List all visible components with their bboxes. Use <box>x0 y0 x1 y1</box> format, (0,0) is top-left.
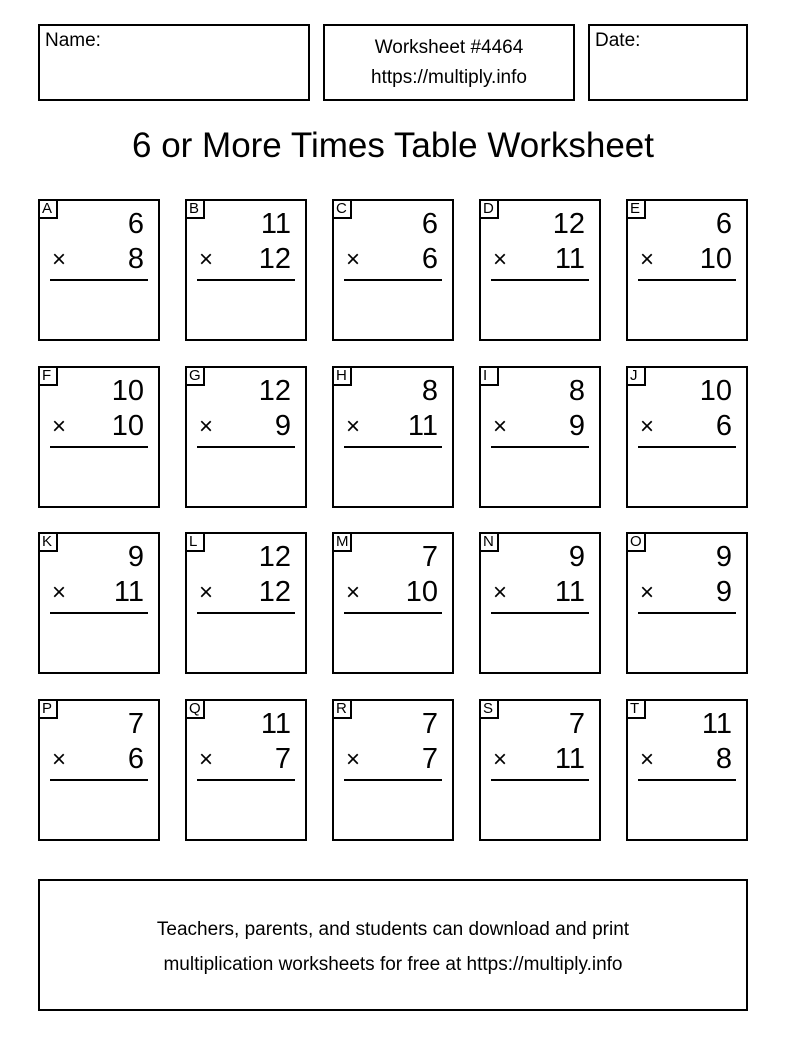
times-icon: × <box>640 246 655 273</box>
answer-line <box>197 612 295 614</box>
multiplicand: 9 <box>127 541 144 573</box>
multiplier: 11 <box>113 576 144 608</box>
problem-letter: O <box>626 532 646 552</box>
answer-line <box>638 446 736 448</box>
worksheet-number: Worksheet #4464 <box>374 37 524 58</box>
multiplier: 6 <box>421 243 438 275</box>
answer-line <box>491 279 589 281</box>
problem-letter: A <box>38 199 58 219</box>
problem-card[interactable] <box>479 699 601 841</box>
multiplier: 9 <box>715 576 732 608</box>
problem-card[interactable] <box>38 199 160 341</box>
answer-line <box>344 279 442 281</box>
answer-line <box>197 779 295 781</box>
answer-line <box>491 446 589 448</box>
footer-line-2: multiplication worksheets for free at https://multiply.info <box>163 954 623 975</box>
problem-card[interactable] <box>332 532 454 674</box>
multiplier: 9 <box>568 410 585 442</box>
multiplicand: 12 <box>258 375 291 407</box>
answer-line <box>491 779 589 781</box>
answer-line <box>344 612 442 614</box>
multiplier: 10 <box>405 576 438 608</box>
problem-letter: E <box>626 199 646 219</box>
multiplicand: 7 <box>421 541 438 573</box>
problem-card[interactable] <box>479 532 601 674</box>
multiplier: 12 <box>258 243 291 275</box>
problem-card[interactable] <box>479 366 601 508</box>
times-icon: × <box>199 246 214 273</box>
problem-card[interactable] <box>626 366 748 508</box>
times-icon: × <box>346 746 361 773</box>
problem-card[interactable] <box>185 366 307 508</box>
multiplier: 9 <box>274 410 291 442</box>
times-icon: × <box>199 746 214 773</box>
worksheet-url: https://multiply.info <box>371 67 527 88</box>
problem-letter: C <box>332 199 352 219</box>
multiplier: 10 <box>111 410 144 442</box>
multiplier: 6 <box>127 743 144 775</box>
multiplicand: 7 <box>421 708 438 740</box>
problem-letter: F <box>38 366 58 386</box>
problem-letter: R <box>332 699 352 719</box>
times-icon: × <box>52 579 67 606</box>
multiplicand: 12 <box>258 541 291 573</box>
problem-letter: P <box>38 699 58 719</box>
name-label: Name: <box>45 30 101 51</box>
problem-letter: K <box>38 532 58 552</box>
multiplier: 10 <box>699 243 732 275</box>
times-icon: × <box>346 246 361 273</box>
problem-letter: H <box>332 366 352 386</box>
answer-line <box>50 279 148 281</box>
times-icon: × <box>346 413 361 440</box>
answer-line <box>50 446 148 448</box>
multiplicand: 7 <box>127 708 144 740</box>
answer-line <box>638 279 736 281</box>
problem-card[interactable] <box>332 366 454 508</box>
answer-line <box>197 446 295 448</box>
times-icon: × <box>640 413 655 440</box>
multiplier: 11 <box>407 410 438 442</box>
multiplicand: 9 <box>568 541 585 573</box>
times-icon: × <box>199 413 214 440</box>
multiplicand: 6 <box>127 208 144 240</box>
times-icon: × <box>640 579 655 606</box>
multiplier: 7 <box>274 743 291 775</box>
footer-line-1: Teachers, parents, and students can download and print <box>156 919 630 940</box>
multiplicand: 10 <box>111 375 144 407</box>
problem-card[interactable] <box>38 366 160 508</box>
times-icon: × <box>493 246 508 273</box>
problem-card[interactable] <box>332 199 454 341</box>
multiplier: 11 <box>554 576 585 608</box>
problem-letter: Q <box>185 699 205 719</box>
multiplicand: 11 <box>260 208 291 240</box>
multiplier: 12 <box>258 576 291 608</box>
problem-letter: L <box>185 532 205 552</box>
problem-card[interactable] <box>479 199 601 341</box>
page-title: 6 or More Times Table Worksheet <box>132 126 654 165</box>
problem-card[interactable] <box>626 199 748 341</box>
multiplier: 7 <box>421 743 438 775</box>
problem-card[interactable] <box>38 699 160 841</box>
problem-letter: B <box>185 199 205 219</box>
multiplicand: 11 <box>701 708 732 740</box>
problem-card[interactable] <box>185 699 307 841</box>
answer-line <box>344 446 442 448</box>
problem-letter: M <box>332 532 352 552</box>
times-icon: × <box>493 746 508 773</box>
answer-line <box>197 279 295 281</box>
worksheet-info-box <box>323 24 575 101</box>
multiplicand: 10 <box>699 375 732 407</box>
problem-card[interactable] <box>626 532 748 674</box>
problem-letter: I <box>479 366 499 386</box>
problem-card[interactable] <box>626 699 748 841</box>
name-field[interactable] <box>38 24 310 101</box>
answer-line <box>638 612 736 614</box>
times-icon: × <box>52 746 67 773</box>
problem-card[interactable] <box>38 532 160 674</box>
multiplier: 8 <box>127 243 144 275</box>
answer-line <box>50 779 148 781</box>
answer-line <box>50 612 148 614</box>
multiplicand: 6 <box>715 208 732 240</box>
times-icon: × <box>52 413 67 440</box>
date-field[interactable] <box>588 24 748 101</box>
problem-letter: G <box>185 366 205 386</box>
multiplicand: 7 <box>568 708 585 740</box>
problem-card[interactable] <box>185 199 307 341</box>
multiplicand: 8 <box>421 375 438 407</box>
times-icon: × <box>52 246 67 273</box>
multiplicand: 11 <box>260 708 291 740</box>
multiplicand: 12 <box>552 208 585 240</box>
answer-line <box>344 779 442 781</box>
problem-card[interactable] <box>332 699 454 841</box>
date-label: Date: <box>595 30 641 51</box>
problem-letter: D <box>479 199 499 219</box>
multiplier: 11 <box>554 743 585 775</box>
times-icon: × <box>493 579 508 606</box>
answer-line <box>491 612 589 614</box>
times-icon: × <box>493 413 508 440</box>
multiplicand: 9 <box>715 541 732 573</box>
times-icon: × <box>199 579 214 606</box>
problem-letter: J <box>626 366 646 386</box>
multiplicand: 6 <box>421 208 438 240</box>
footer-box <box>38 879 748 1011</box>
problem-card[interactable] <box>185 532 307 674</box>
multiplier: 8 <box>715 743 732 775</box>
multiplicand: 8 <box>568 375 585 407</box>
answer-line <box>638 779 736 781</box>
problem-letter: T <box>626 699 646 719</box>
multiplier: 11 <box>554 243 585 275</box>
times-icon: × <box>640 746 655 773</box>
multiplier: 6 <box>715 410 732 442</box>
problem-letter: N <box>479 532 499 552</box>
times-icon: × <box>346 579 361 606</box>
problem-letter: S <box>479 699 499 719</box>
